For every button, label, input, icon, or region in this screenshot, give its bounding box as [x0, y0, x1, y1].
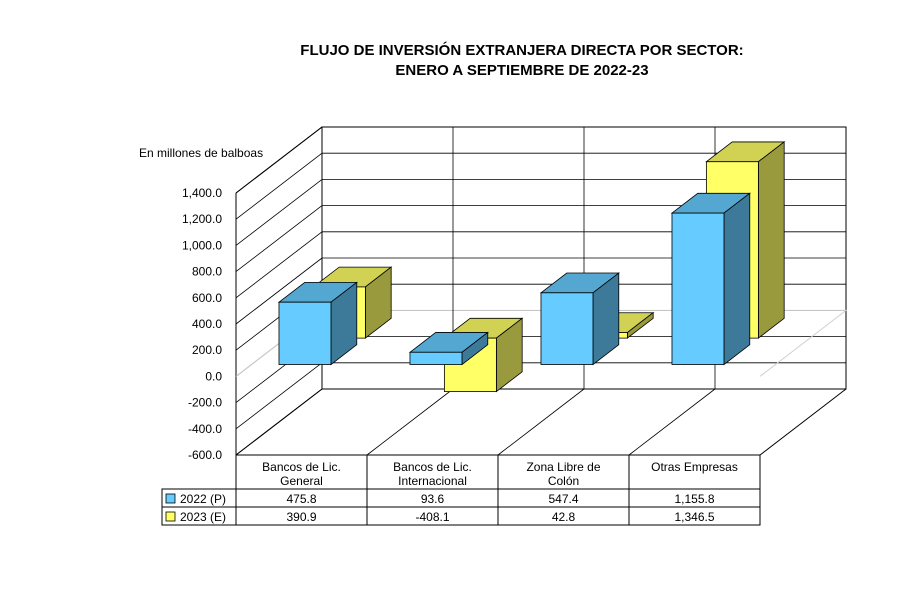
y-tick-label: -400.0: [187, 421, 222, 436]
legend-label: 2022 (P): [180, 492, 227, 506]
y-tick-label: 0.0: [205, 369, 222, 384]
y-tick-label: -600.0: [187, 448, 222, 462]
category-label: General: [280, 474, 323, 488]
bar-front: [410, 352, 462, 364]
gridline-side: [236, 389, 322, 455]
bar-side: [758, 142, 784, 338]
y-tick-label: 800.0: [191, 264, 222, 279]
category-label: Colón: [547, 474, 580, 488]
y-tick-label: 400.0: [191, 317, 222, 331]
data-label: 475.8: [286, 492, 317, 506]
chart-title: FLUJO DE INVERSIÓN EXTRANJERA DIRECTA POR SECTOR:: [300, 42, 744, 59]
y-tick-label: 200.0: [191, 343, 222, 358]
data-label: 547.4: [548, 492, 579, 506]
data-label: -408.1: [415, 510, 450, 524]
bar-front: [279, 302, 331, 364]
floor-edge: [760, 389, 846, 455]
bar-2022-3: [672, 193, 750, 364]
data-table: [162, 455, 760, 525]
gridline-side: [236, 363, 322, 429]
legend-swatch: [166, 494, 175, 503]
y-axis-label: En millones de balboas: [139, 146, 264, 160]
category-label: Bancos de Lic.: [393, 460, 472, 474]
category-label: Bancos de Lic.: [262, 460, 341, 474]
category-label: Internacional: [398, 474, 467, 488]
category-label: Otras Empresas: [651, 460, 738, 474]
data-label: 390.9: [286, 510, 317, 524]
category-divider: [629, 389, 715, 455]
y-axis: [182, 186, 222, 462]
y-tick-label: 1,400.0: [181, 186, 222, 200]
gridline-side: [236, 127, 322, 193]
data-label: 1,155.8: [674, 492, 715, 506]
bar-front: [541, 293, 593, 365]
category-divider: [498, 389, 584, 455]
data-label: 42.8: [551, 510, 576, 524]
bar-side: [724, 193, 750, 364]
y-tick-label: -200.0: [187, 395, 222, 410]
y-tick-label: 600.0: [191, 290, 222, 305]
chart-subtitle: ENERO A SEPTIEMBRE DE 2022-23: [395, 62, 649, 79]
legend-label: 2023 (E): [180, 510, 227, 524]
category-divider: [367, 389, 453, 455]
data-label: 93.6: [420, 492, 445, 506]
y-tick-label: 1,200.0: [181, 212, 222, 227]
gridline-side: [236, 179, 322, 245]
bar-2022-0: [279, 282, 357, 364]
y-tick-label: 1,000.0: [181, 238, 222, 253]
legend-swatch: [166, 512, 175, 521]
bar-2022-2: [541, 273, 619, 365]
data-label: 1,346.5: [674, 510, 715, 524]
gridline-side: [236, 153, 322, 219]
gridline-side: [236, 206, 322, 272]
bar-front: [672, 213, 724, 364]
category-label: Zona Libre de: [526, 460, 601, 474]
